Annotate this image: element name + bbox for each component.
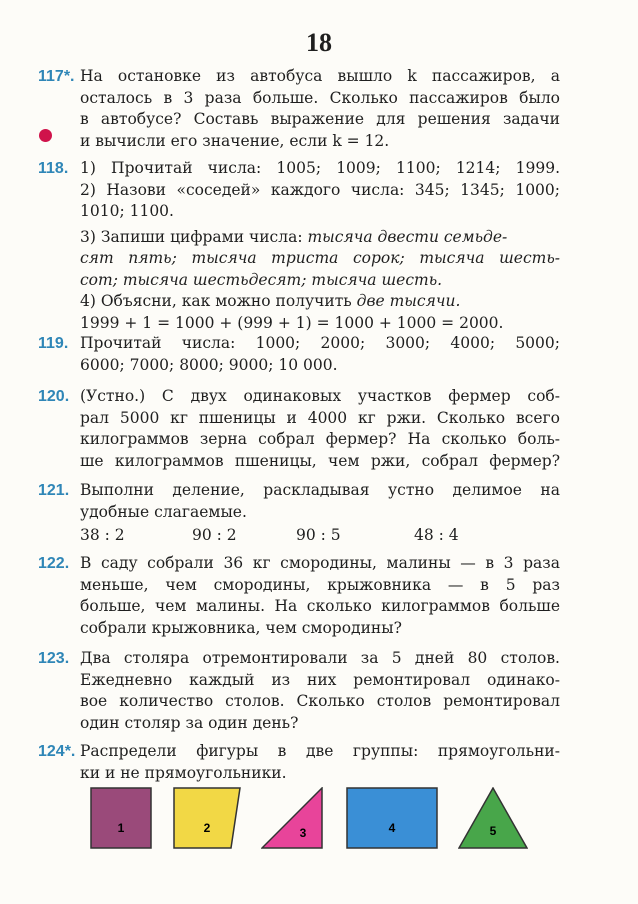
- figure-label: 2: [203, 821, 211, 835]
- task-number: 124*.: [38, 743, 76, 760]
- task-line: ше килограммов пшеницы, чем ржи, собрал фермер?: [80, 451, 560, 470]
- figure-label: 1: [117, 821, 125, 835]
- difficulty-marker-icon: [39, 129, 52, 142]
- task-number: 119.: [38, 335, 69, 352]
- task-line: ки и не прямоугольники.: [80, 763, 287, 782]
- figure-4-rectangle: [346, 787, 438, 849]
- task-line: больше, чем малины. На сколько килограммов больше: [80, 597, 560, 615]
- task-line: 1010; 1100.: [80, 202, 174, 220]
- task-number: 122.: [38, 555, 70, 572]
- task-number: 121.: [38, 482, 70, 499]
- task-line: На остановке из автобуса вышло k пассажиров, а: [80, 67, 560, 85]
- task-number: 118.: [38, 160, 69, 177]
- division-expressions: [80, 525, 560, 547]
- task-line: сят пять; тысяча триста сорок; тысяча шесть-: [80, 249, 560, 267]
- task-123: [38, 648, 560, 734]
- task-line: 2) Назови «соседей» каждого числа: 345; 1345; 1000;: [80, 180, 560, 199]
- expression: 90 : 5: [296, 526, 341, 544]
- task-118: [38, 158, 560, 334]
- figure-5-triangle: [458, 787, 528, 849]
- task-line: 1) Прочитай числа: 1005; 1009; 1100; 1214; 1999.: [80, 159, 560, 177]
- task-line: один столяр за один день?: [80, 713, 299, 732]
- task-number: 117*.: [38, 68, 75, 85]
- task-line: рал 5000 кг пшеницы и 4000 кг ржи. Сколько всего: [80, 408, 560, 427]
- task-line: в автобусе? Составь выражение для решения задачи: [80, 110, 560, 128]
- task-line: В саду собрали 36 кг смородины, малины — в 3 раза: [80, 554, 560, 572]
- task-line: сот; тысяча шестьдесят; тысяча шесть.: [80, 270, 443, 289]
- task-120: [38, 386, 560, 472]
- task-line: Два столяра отремонтировали за 5 дней 80 столов.: [80, 649, 560, 667]
- figure-label: 3: [299, 826, 307, 840]
- task-line: вое количество столов. Сколько столов ремонтировал: [80, 692, 560, 710]
- expression: 38 : 2: [80, 526, 125, 544]
- figures-row: [90, 787, 550, 867]
- task-line: 1999 + 1 = 1000 + (999 + 1) = 1000 + 1000 = 2000.: [80, 313, 504, 332]
- task-number: 123.: [38, 650, 70, 667]
- figure-label: 5: [489, 824, 497, 838]
- task-line: осталось в 3 раза больше. Сколько пассажиров было: [80, 88, 560, 107]
- task-line: килограммов зерна собрал фермер? На сколько боль-: [80, 430, 560, 448]
- figure-1-square: [90, 787, 152, 849]
- page-number: 18: [306, 28, 332, 57]
- task-line: удобные слагаемые.: [80, 502, 247, 521]
- expression: 48 : 4: [414, 526, 459, 544]
- task-119: [38, 333, 560, 376]
- task-line: Ежедневно каждый из них ремонтировал одинако-: [80, 670, 560, 689]
- figure-label: 4: [388, 821, 396, 835]
- task-117: [38, 66, 560, 152]
- task-line: Распредели фигуры в две группы: прямоугольни-: [80, 742, 560, 760]
- task-line: 4) Объясни, как можно получить две тысячи.: [80, 292, 461, 310]
- task-line: и вычисли его значение, если k = 12.: [80, 131, 390, 150]
- task-124: [38, 741, 560, 784]
- task-line: 6000; 7000; 8000; 9000; 10 000.: [80, 355, 338, 374]
- task-line: 3) Запиши цифрами числа: тысяча двести семьде-: [80, 227, 508, 246]
- task-line: Выполни деление, раскладывая устно делимое на: [80, 481, 560, 499]
- task-line: Прочитай числа: 1000; 2000; 3000; 4000; 5000;: [80, 334, 560, 352]
- task-122: [38, 553, 560, 639]
- task-line: (Устно.) С двух одинаковых участков фермер соб-: [80, 387, 560, 405]
- task-line: меньше, чем смородины, крыжовника — в 5 раз: [80, 575, 560, 594]
- task-number: 120.: [38, 388, 70, 405]
- figure-3-right-triangle: [261, 787, 323, 849]
- expression: 90 : 2: [192, 526, 237, 544]
- figure-2-trapezoid: [173, 787, 241, 849]
- task-line: собрали крыжовника, чем смородины?: [80, 618, 402, 637]
- task-121: [38, 480, 560, 547]
